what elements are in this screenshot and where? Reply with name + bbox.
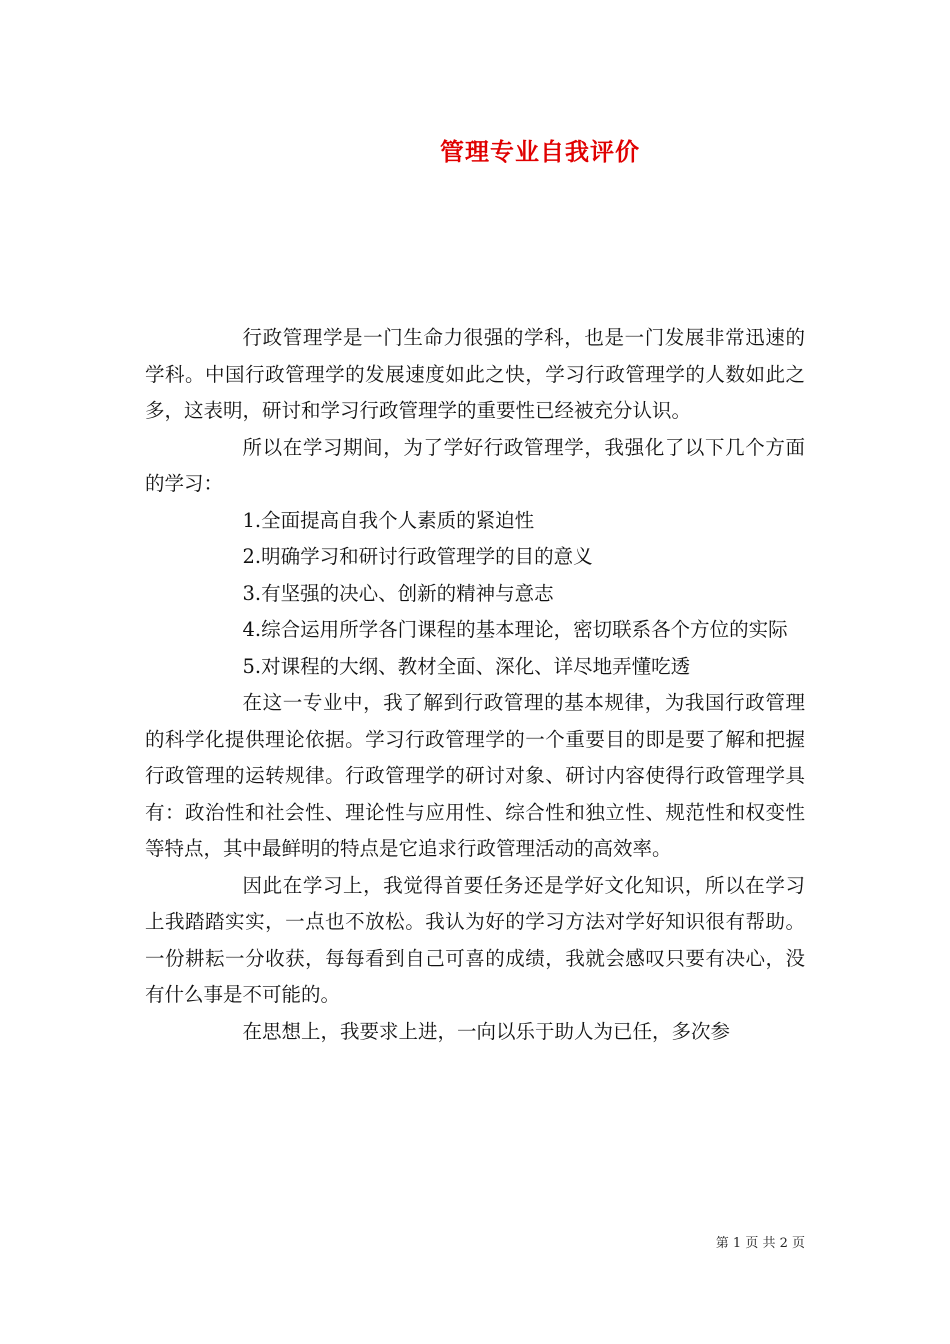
paragraph: 因此在学习上，我觉得首要任务还是学好文化知识，所以在学习上我踏踏实实，一点也不放松。我认为好的学习方法对学好知识很有帮助。一份耕耘一分收获，每每看到自己可喜的成绩，我就会感叹只要有决心，没有什么事是不可能的。 (145, 873, 805, 1006)
list-item: 5.对课程的大纲、教材全面、深化、详尽地弄懂吃透 (242, 654, 691, 678)
list-item: 1.全面提高自我个人素质的紧迫性 (242, 508, 535, 532)
paragraph: 行政管理学是一门生命力很强的学科，也是一门发展非常迅速的学科。中国行政管理学的发展速度如此之快，学习行政管理学的人数如此之多，这表明，研讨和学习行政管理学的重要性已经被充分认识。 (145, 326, 805, 422)
paragraph: 在这一专业中，我了解到行政管理的基本规律，为我国行政管理的科学化提供理论依据。学习行政管理学的一个重要目的即是要了解和把握行政管理的运转规律。行政管理学的研讨对象、研讨内容使得行政管理学具有：政治性和社会性、理论性与应用性、综合性和独立性、规范性和权变性等特点，其中最鲜明的特点是它追求行政管理活动的高效率。 (145, 691, 805, 860)
list-item: 3.有坚强的决心、创新的精神与意志 (242, 581, 554, 605)
document-body (145, 320, 805, 1050)
page-title: 管理专业自我评价 (440, 137, 640, 166)
list-item: 4.综合运用所学各门课程的基本理论，密切联系各个方位的实际 (242, 618, 788, 641)
paragraph: 所以在学习期间，为了学好行政管理学，我强化了以下几个方面的学习： (145, 435, 805, 495)
paragraph: 在思想上，我要求上进，一向以乐于助人为已任，多次参 (242, 1019, 731, 1043)
page-number: 第 1 页 共 2 页 (715, 1236, 805, 1251)
list-item: 2.明确学习和研讨行政管理学的目的意义 (242, 545, 593, 568)
